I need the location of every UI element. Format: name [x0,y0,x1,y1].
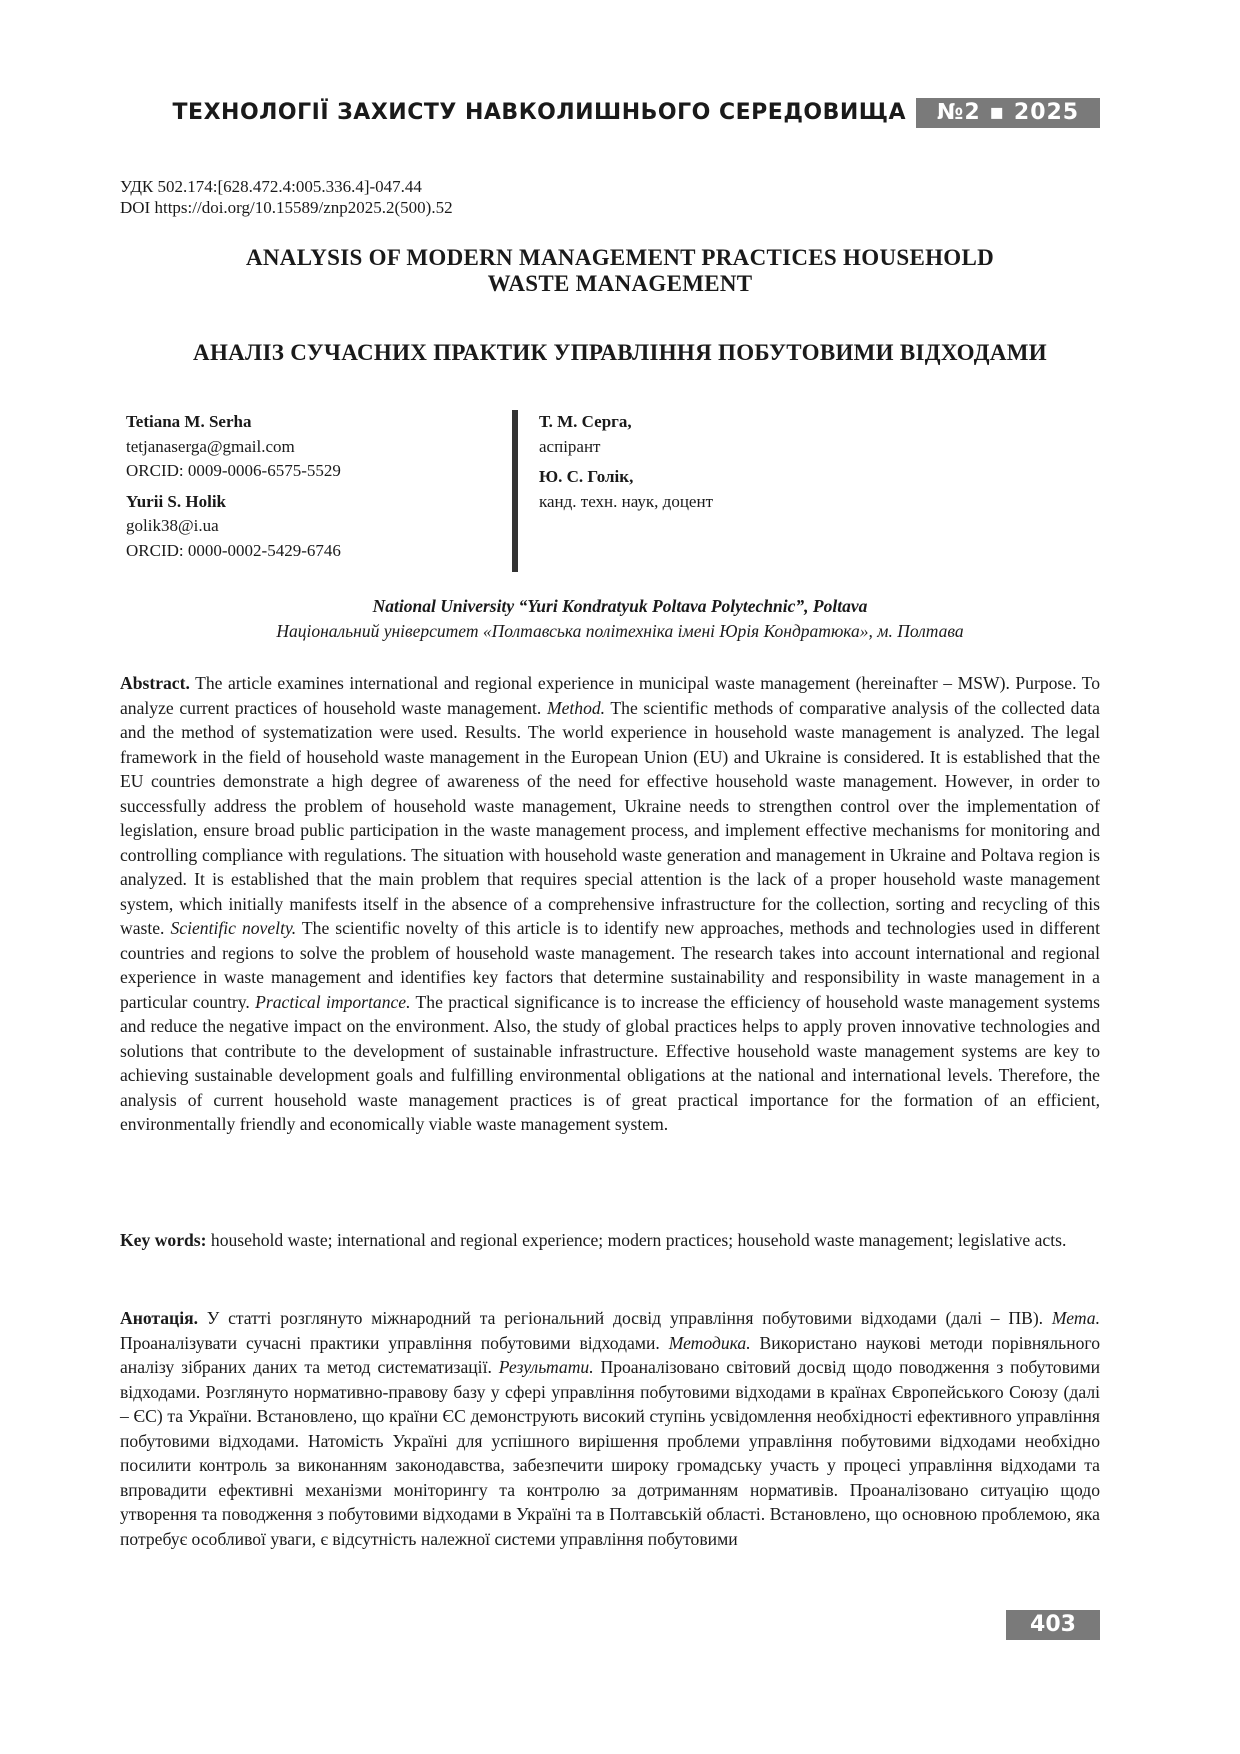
author-position-ua: аспірант [539,436,601,456]
abstract-label: Abstract. [120,673,190,693]
method-label: Method. [546,697,606,718]
results-label-ua: Результати. [498,1357,594,1377]
title-english-line-2: WASTE MANAGEMENT [487,271,753,296]
author-position-ua: канд. техн. наук, доцент [539,491,714,511]
practical-label: Practical importance. [255,991,411,1012]
running-header [120,98,1100,128]
keywords-label: Key words: [120,1230,207,1250]
title-english-line-1: ANALYSIS OF MODERN MANAGEMENT PRACTICES HOUSEHOLD [245,245,995,270]
annotation-text: Проаналізовано світовий досвід щодо поводження з побутовими відходами. Розглянуто нормативно-правову базу у сфері управління побутовими відходами в країнах Європейського Союзу (далі – ЄС) та України. Встановлено, що країни ЄС демонструють високий ступінь усвідомлення необхідності ефективного управління побутовими відходами. Натомість Україні для успішного вирішення проблеми управління побутовими відходами необхідно посилити контроль за виконанням законодавства, забезпечити широку громадську участь у процесі управління відходами та впровадити ефективні механізми моніторингу та контролю за дотриманням нормативів. Проаналізовано ситуацію щодо утворення та поводження з побутовими відходами в Україні та в Полтавській області. Встановлено, що основною проблемою, яка потребує особливої уваги, є відсутність належної системи управління побутовими [120,1357,1100,1549]
journal-name: ТЕХНОЛОГІЇ ЗАХИСТУ НАВКОЛИШНЬОГО СЕРЕДОВИЩА [172,100,906,125]
author-email: tetjanaserga@gmail.com [126,436,295,456]
abstract-text: The scientific methods of comparative analysis of the collected data and the method of systematization were used. Results. The world experience in household waste management is analyzed. The legal framework in the field of household waste management in the European Union (EU) and Ukraine is considered. It is established that the EU countries demonstrate a high degree of awareness of the need for effective household waste management. However, in order to successfully address the problem of household waste management, Ukraine needs to strengthen control over the implementation of legislation, ensure broad public participation in the waste management process, and implement effective mechanisms for monitoring and controlling compliance with regulations. The situation with household waste generation and management in Ukraine and Poltava region is analyzed. It is established that the main problem that requires special attention is the lack of a proper household waste management system, which initially manifests itself in the absence of a comprehensive infrastructure for the collection, sorting and recycling of this waste. [120,697,1100,938]
author-name-ua: Т. М. Серга, [539,412,632,431]
authors-english [126,410,506,563]
authors-block [126,410,1086,572]
authors-ukrainian [539,410,959,514]
abstract-english [120,671,1100,1137]
page-number: 403 [1006,1610,1100,1640]
annotation-text: У статті розглянуто міжнародний та регіональний досвід управління побутовими відходами (далі – ПВ). [198,1308,1052,1328]
annotation-text: Проаналізувати сучасні практики управління побутовими відходами. [120,1332,669,1353]
abstract-text: The practical significance is to increase the efficiency of household waste management systems and reduce the negative impact on the environment. Also, the study of global practices helps to apply proven innovative technologies and solutions that contribute to the development of sustainable infrastructure. Effective household waste management systems are key to achieving sustainable development goals and fulfilling environmental obligations at the national and international levels. Therefore, the analysis of current household waste management practices is of great practical importance for the formation of an efficient, environmentally friendly and economically viable waste management system. [120,991,1101,1134]
author-name: Tetiana M. Serha [126,412,252,431]
abstract-text: The scientific novelty of this article is to identify new approaches, methods and technologies used in different countries and regions to solve the problem of household waste management. The research takes into account international and regional experience in waste management and identifies key factors that determine sustainability and responsibility in waste management in a particular country. [120,918,1100,1012]
novelty-label: Scientific novelty. [170,918,297,938]
article-meta [120,176,453,218]
keywords-text: household waste; international and regional experience; modern practices; household waste management; legislative acts. [206,1230,1067,1250]
column-divider [512,410,518,572]
annotation-label: Анотація. [120,1308,199,1328]
author-name: Yurii S. Holik [126,491,226,511]
affiliation-ukrainian: Національний університет «Полтавська політехніка імені Юрія Кондратюка», м. Полтава [276,621,964,641]
aim-label: Мета. [1051,1308,1100,1328]
author-orcid: ORCID: 0000-0002-5429-6746 [126,540,341,560]
abstract-text: The article examines international and regional experience in municipal waste management (hereinafter – MSW). Purpose. To analyze current practices of household waste management. [120,673,1100,718]
affiliation-english: National University “Yuri Kondratyuk Poltava Polytechnic”, Poltava [372,596,868,616]
title-ukrainian: АНАЛІЗ СУЧАСНИХ ПРАКТИК УПРАВЛІННЯ ПОБУТОВИМИ ВІДХОДАМИ [193,340,1047,365]
method-label-ua: Методика. [668,1332,751,1353]
author-orcid: ORCID: 0009-0006-6575-5529 [126,461,341,480]
annotation-text: Використано наукові методи порівняльного аналізу зібраних даних та метод систематизації. [120,1332,1100,1377]
author-name-ua: Ю. С. Голік, [539,467,634,486]
keywords [120,1228,1100,1253]
author-email: golik38@i.ua [126,516,219,535]
title-english [120,245,1120,297]
abstract-ukrainian [120,1306,1100,1551]
doi: DOI https://doi.org/10.15589/znp2025.2(500).52 [120,198,453,217]
issue-badge: №2 ▪ 2025 [916,98,1100,128]
udc-code: УДК 502.174:[628.472.4:005.336.4]-047.44 [120,177,422,196]
